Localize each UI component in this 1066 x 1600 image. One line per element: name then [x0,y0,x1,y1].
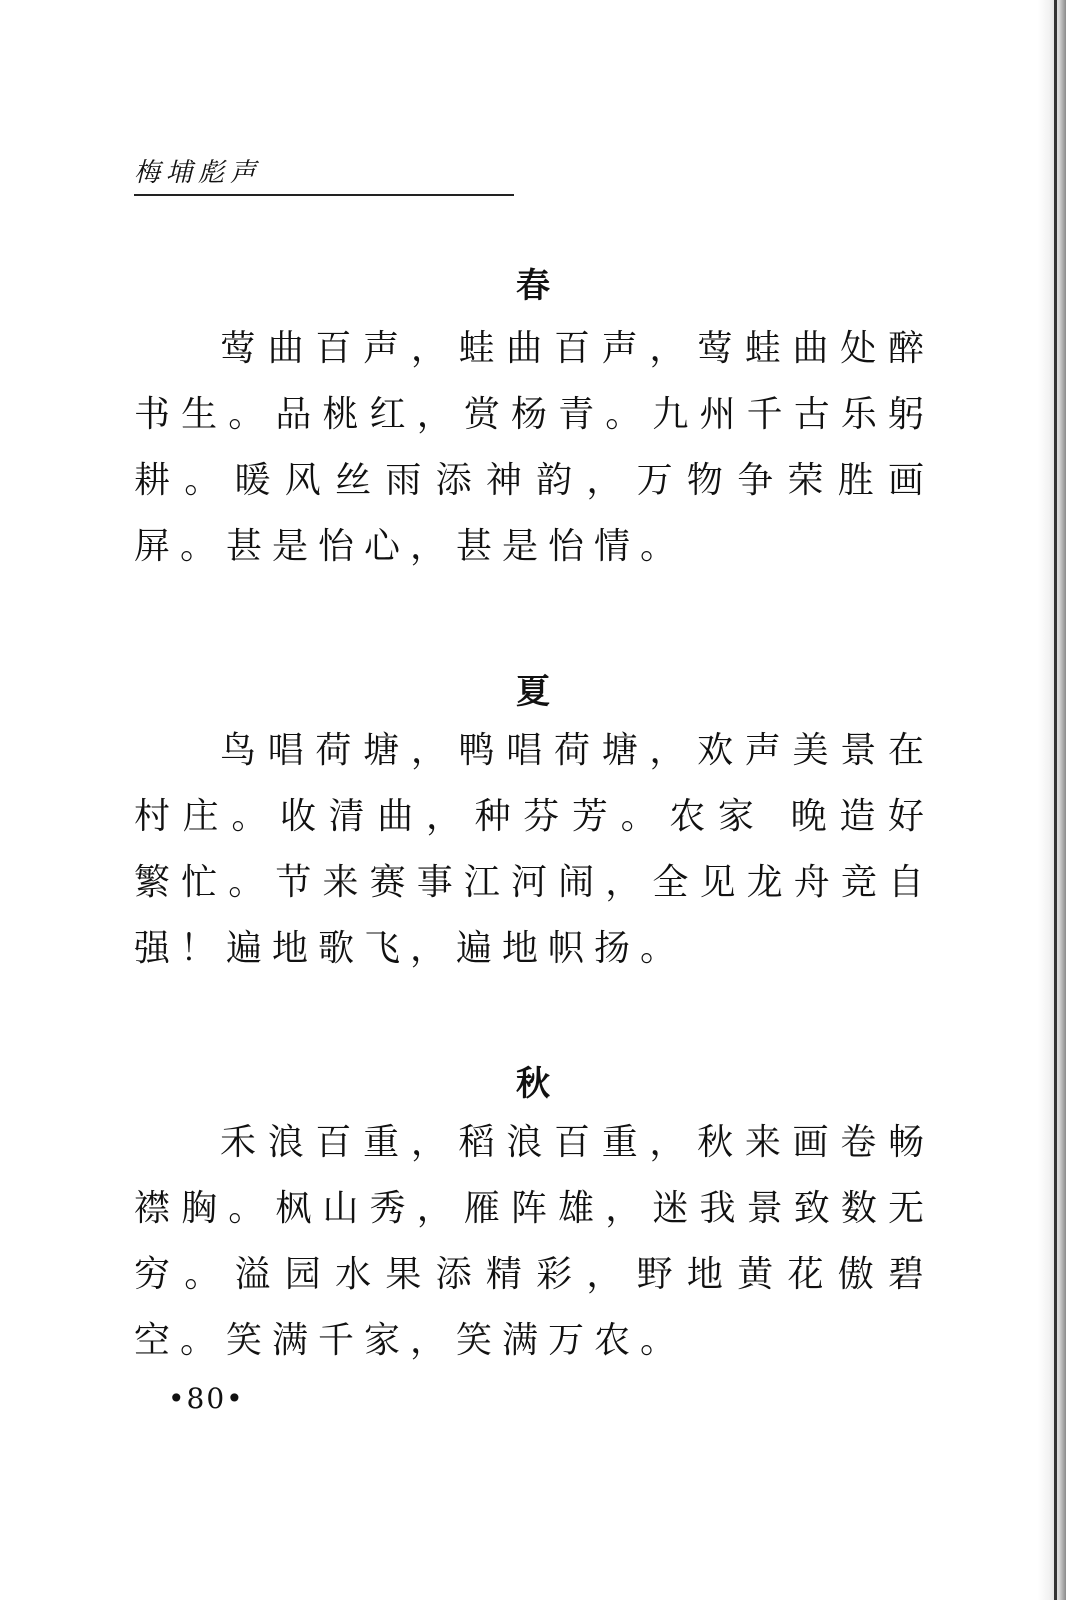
header-rule [134,194,514,196]
poem-title-spring: 春 [516,266,550,306]
running-head: 梅埔彪声 [134,158,263,188]
poem-body-summer: 鸟唱荷塘，鸭唱荷塘，欢声美景在村庄。收清曲，种芬芳。农家 晚造好繁忙。节来赛事江河闹，全见龙舟竞自强！遍地歌飞，遍地帜扬。 [134,730,934,969]
poem-title-autumn: 秋 [516,1064,550,1104]
page-binding-edge [1038,0,1066,1600]
poem-title-summer: 夏 [516,672,550,712]
poem-body-spring: 莺曲百声，蛙曲百声，莺蛙曲处醉书生。品桃红，赏杨青。九州千古乐躬耕。暖风丝雨添神韵，万物争荣胜画屏。甚是怡心，甚是怡情。 [134,328,934,567]
page-number: •80• [168,1382,245,1415]
poem-body-autumn: 禾浪百重，稻浪百重，秋来画卷畅襟胸。枫山秀，雁阵雄，迷我景致数无穷。溢园水果添精彩，野地黄花傲碧空。笑满千家，笑满万农。 [134,1122,934,1361]
